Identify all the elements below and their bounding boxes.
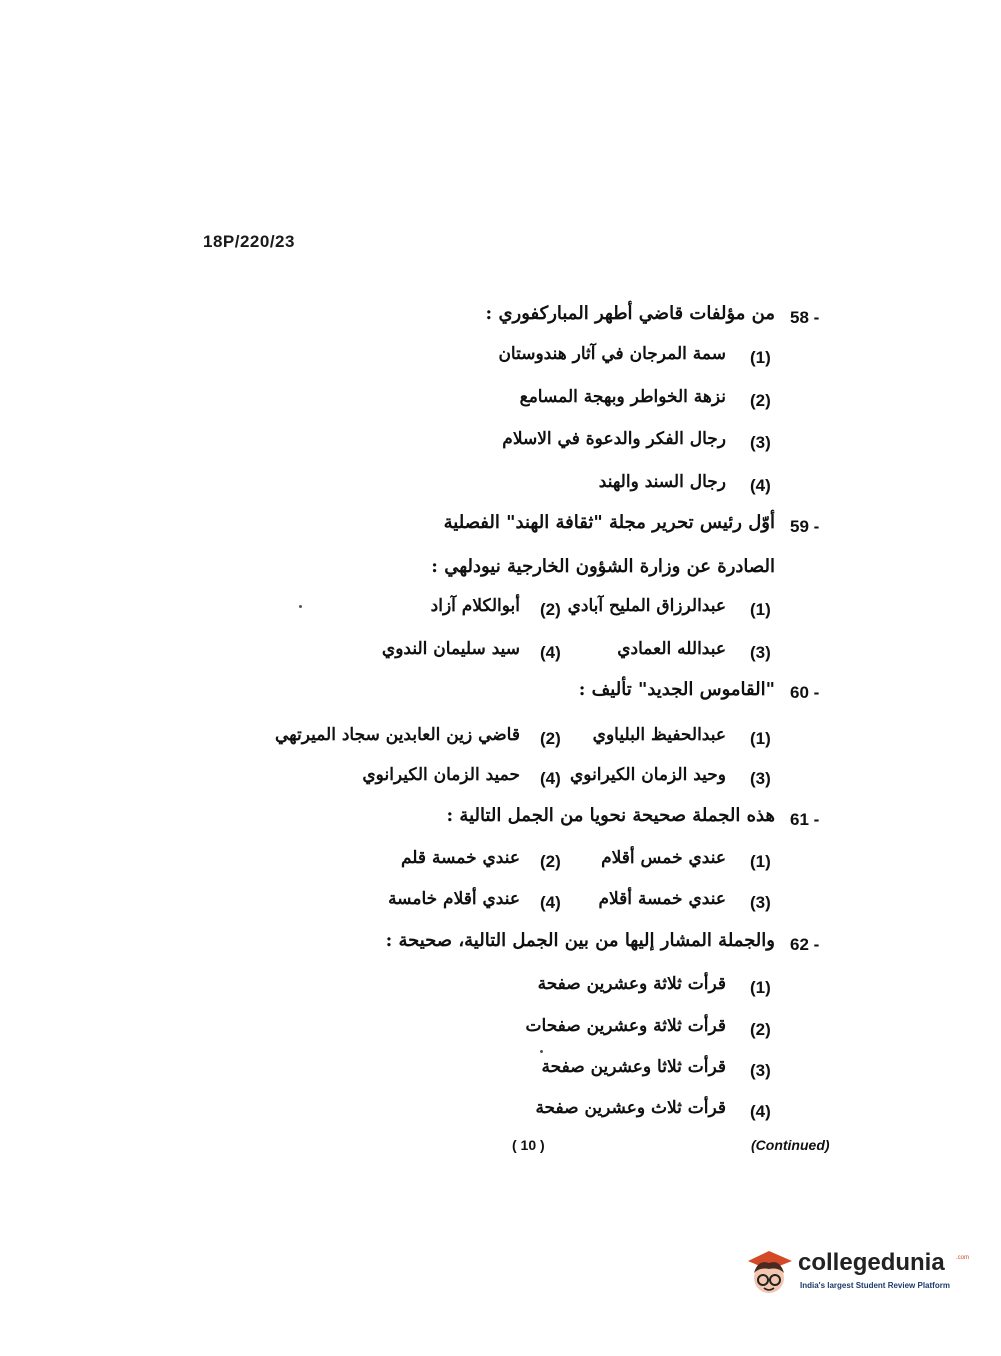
mascot-icon — [742, 1245, 796, 1303]
question-text: والجملة المشار إليها من بين الجمل التالية، صحيحة : — [385, 930, 775, 951]
option-number: (1) — [750, 729, 771, 748]
option-text: قرأت ثلاث وعشرين صفحة — [535, 1098, 726, 1118]
option-number: (4) — [750, 1102, 771, 1121]
option-number: (1) — [750, 852, 771, 871]
continued-label: (Continued) — [751, 1137, 830, 1153]
option-number: (2) — [750, 391, 771, 410]
question-text: "القاموس الجديد" تأليف : — [578, 679, 775, 700]
option-text: سيد سليمان الندوي — [381, 639, 520, 659]
option-text: عبدالحفيظ البلياوي — [592, 725, 726, 745]
question-text: من مؤلفات قاضي أطهر المباركفوري : — [485, 303, 775, 324]
option-number: (1) — [750, 600, 771, 619]
page-number: ( 10 ) — [512, 1137, 545, 1153]
question-number: 61 - — [790, 810, 820, 829]
option-number: (3) — [750, 893, 771, 912]
speck — [540, 1050, 543, 1053]
option-text: عبدالله العمادي — [617, 639, 726, 659]
logo-tagline: India's largest Student Review Platform — [800, 1281, 950, 1290]
option-number: (1) — [750, 348, 771, 367]
option-number: (3) — [750, 769, 771, 788]
option-number: (2) — [540, 600, 561, 619]
question-number: 62 - — [790, 935, 820, 954]
option-text: سمة المرجان في آثار هندوستان — [498, 344, 726, 364]
option-text: عندي خمسة أقلام — [598, 889, 726, 909]
question-text: الصادرة عن وزارة الشؤون الخارجية نيودلهي : — [431, 556, 775, 577]
option-number: (3) — [750, 643, 771, 662]
question-text: أوّل رئيس تحرير مجلة "ثقافة الهند" الفصلية — [443, 512, 775, 533]
option-number: (2) — [540, 729, 561, 748]
option-number: (3) — [750, 433, 771, 452]
option-text: عندي خمسة قلم — [400, 848, 520, 868]
option-number: (4) — [540, 643, 561, 662]
option-number: (2) — [750, 1020, 771, 1039]
question-number: 59 - — [790, 517, 820, 536]
option-text: حميد الزمان الكيرانوي — [362, 765, 520, 785]
option-text: وحيد الزمان الكيرانوي — [569, 765, 726, 785]
option-text: عندي أقلام خامسة — [388, 889, 520, 909]
option-text: قرأت ثلاثا وعشرين صفحة — [541, 1057, 726, 1077]
option-text: عندي خمس أقلام — [601, 848, 726, 868]
option-text: عبدالرزاق المليح آبادي — [567, 596, 726, 616]
option-number: (4) — [750, 476, 771, 495]
option-number: (3) — [750, 1061, 771, 1080]
question-number: 60 - — [790, 683, 820, 702]
option-text: قرأت ثلاثة وعشرين صفحة — [537, 974, 726, 994]
option-number: (4) — [540, 893, 561, 912]
option-text: رجال السند والهند — [598, 472, 726, 492]
option-number: (4) — [540, 769, 561, 788]
question-number: 58 - — [790, 308, 820, 327]
option-number: (1) — [750, 978, 771, 997]
option-text: قرأت ثلاثة وعشرين صفحات — [525, 1016, 726, 1036]
question-text: هذه الجملة صحيحة نحويا من الجمل التالية : — [446, 805, 775, 826]
logo-wordmark: collegedunia — [798, 1249, 945, 1276]
speck — [299, 605, 302, 608]
option-text: أبوالكلام آزاد — [430, 596, 520, 616]
paper-code: 18P/220/23 — [203, 232, 295, 251]
logo-tld: .com — [956, 1255, 970, 1261]
option-text: قاضي زين العابدين سجاد الميرتهي — [274, 725, 520, 745]
option-number: (2) — [540, 852, 561, 871]
option-text: رجال الفكر والدعوة في الاسلام — [502, 429, 726, 449]
collegedunia-logo — [742, 1245, 972, 1305]
option-text: نزهة الخواطر وبهجة المسامع — [519, 387, 726, 407]
